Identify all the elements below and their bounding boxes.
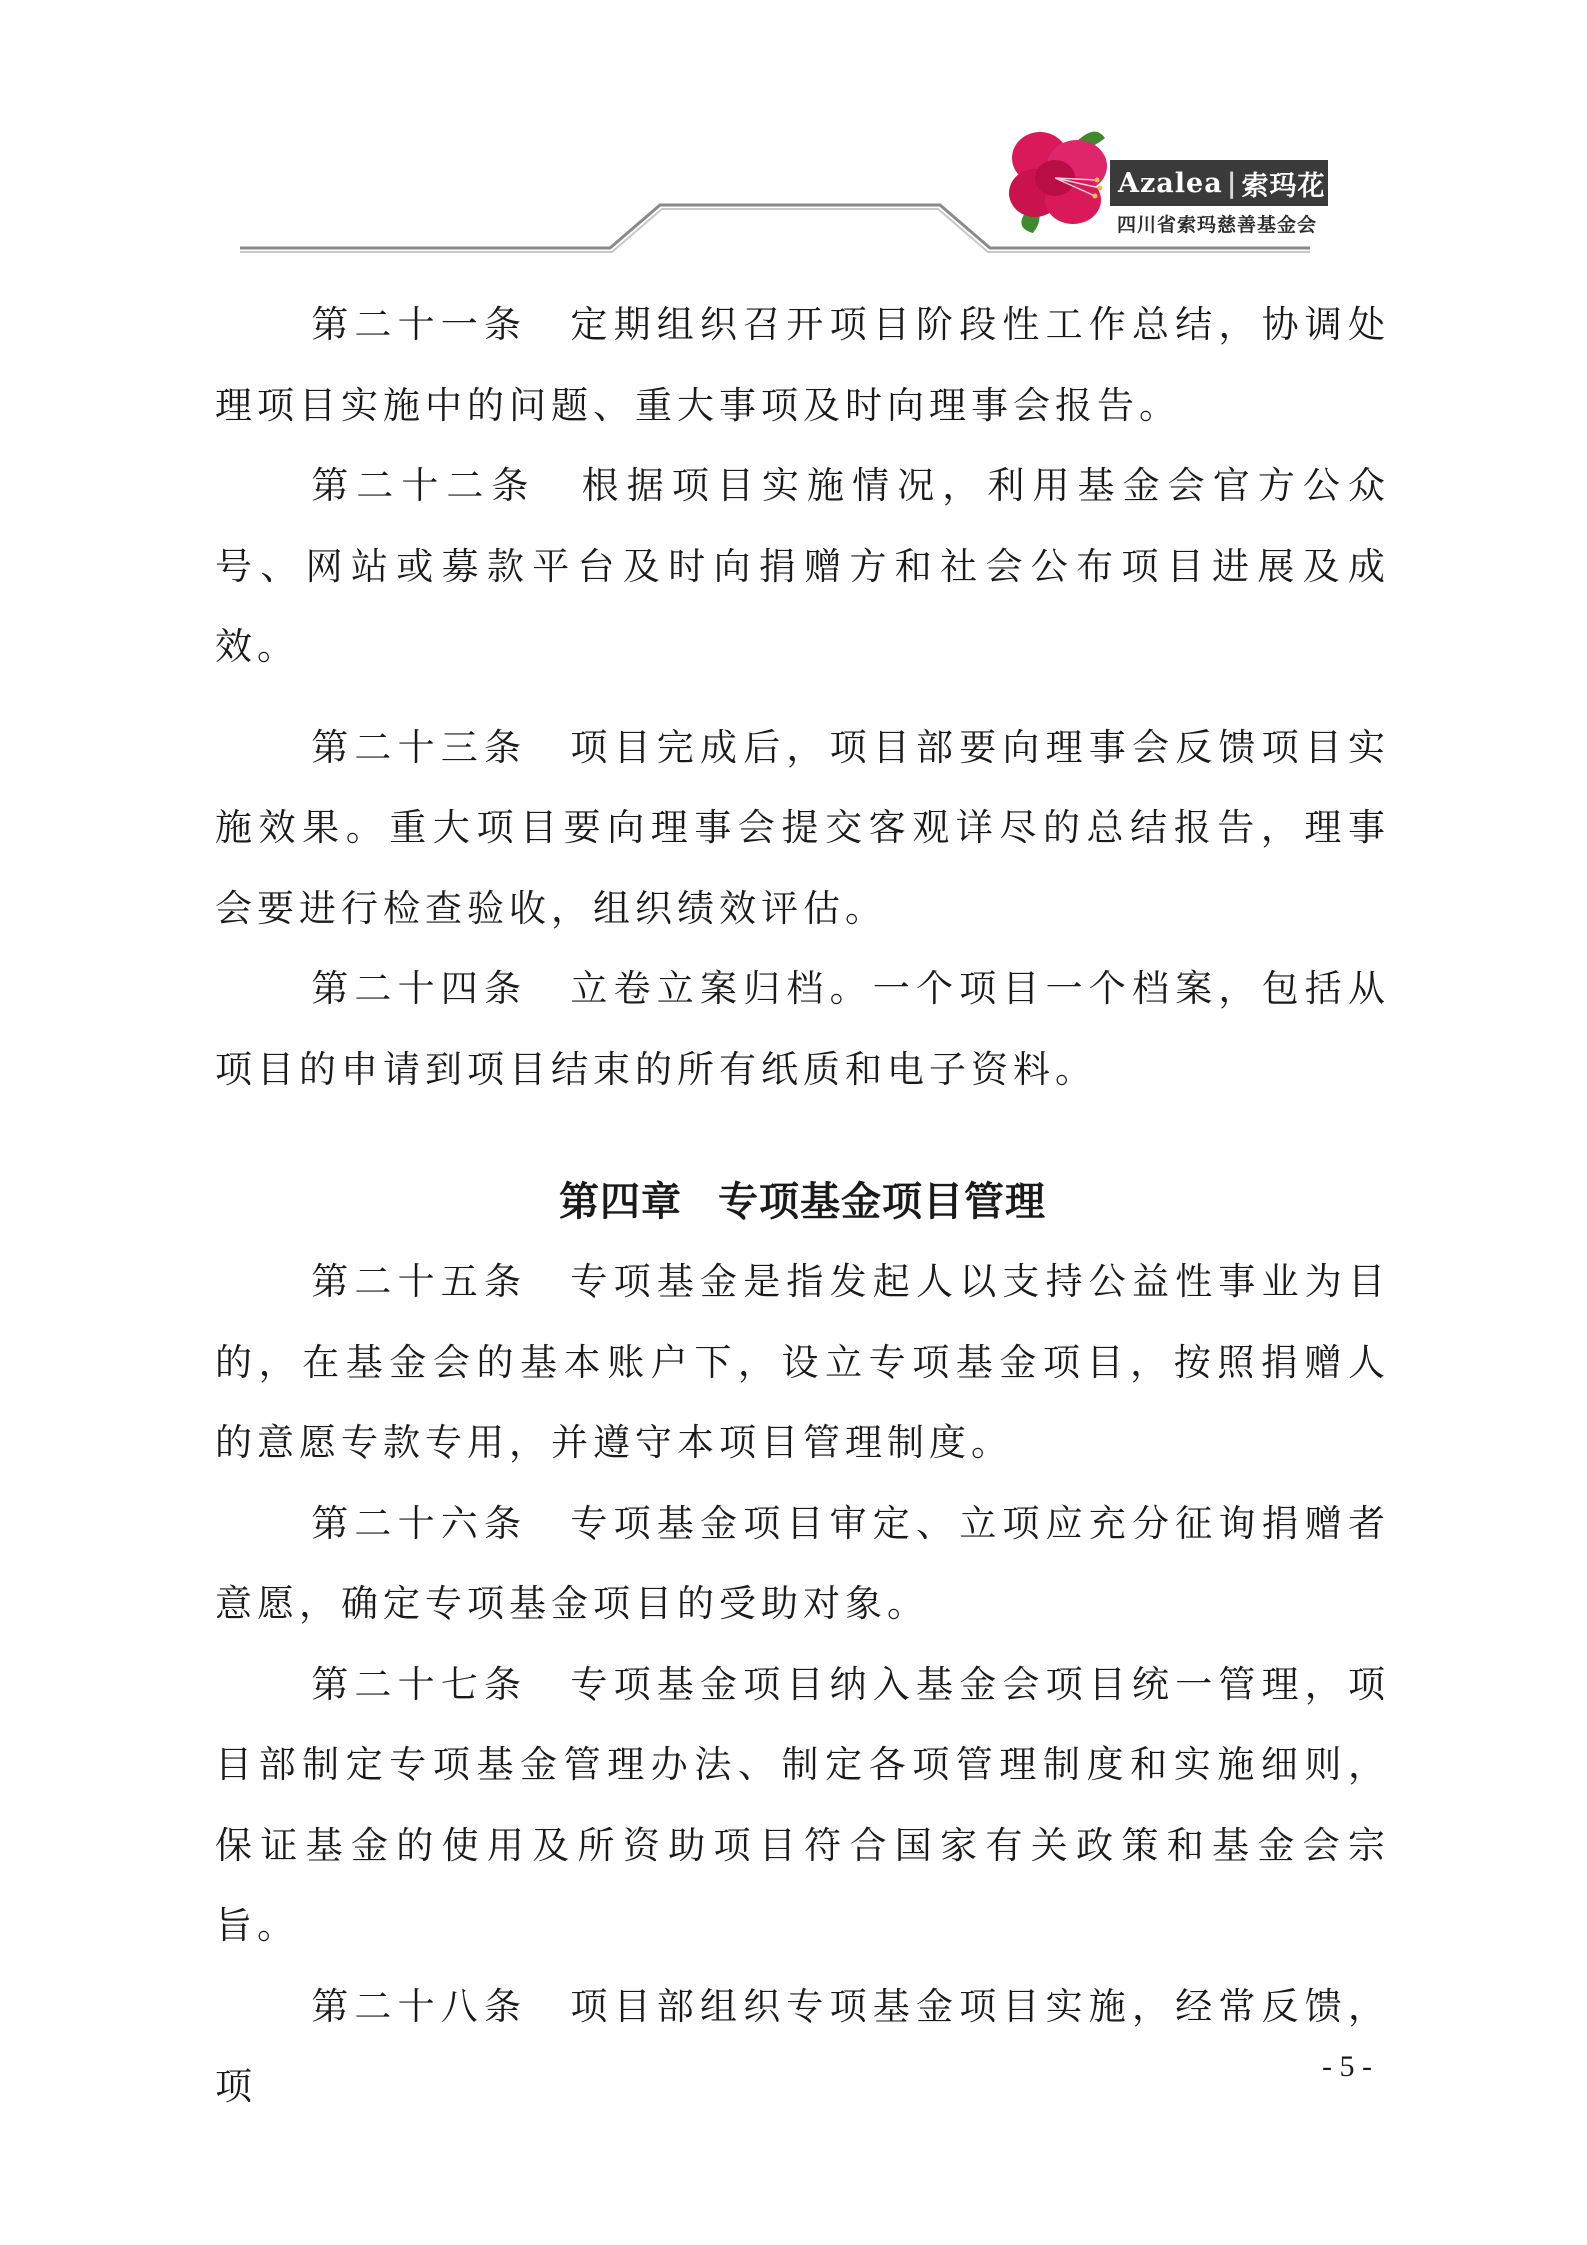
article-27: 第二十七条 专项基金项目纳入基金会项目统一管理，项目部制定专项基金管理办法、制定各项管理制度和实施细则，保证基金的使用及所资助项目符合国家有关政策和基金会宗旨。 — [215, 1662, 1390, 1947]
header-rule — [0, 0, 1587, 260]
article-23: 第二十三条 项目完成后，项目部要向理事会反馈项目实施效果。重大项目要向理事会提交客观详尽的总结报告，理事会要进行检查验收，组织绩效评估。 — [215, 725, 1390, 930]
chapter-title: 专项基金项目管理 — [718, 1179, 1046, 1225]
page-number: - 5 - — [1322, 2050, 1372, 2083]
article-22: 第二十二条 根据项目实施情况，利用基金会官方公众号、网站或募款平台及时向捐赠方和社会公布项目进展及成效。 — [215, 464, 1390, 668]
logo-brand-cn: 索玛花 — [1241, 170, 1326, 202]
azalea-flower-icon — [1005, 118, 1115, 238]
article-26: 第二十六条 专项基金项目审定、立项应充分征询捐赠者意愿，确定专项基金项目的受助对象。 — [215, 1501, 1390, 1625]
foundation-logo — [1005, 118, 1325, 238]
article-25: 第二十五条 专项基金是指发起人以支持公益性事业为目的，在基金会的基本账户下，设立专项基金项目，按照捐赠人的意愿专款专用，并遵守本项目管理制度。 — [215, 1260, 1390, 1464]
logo-brand: Azalea | 索玛花 — [1110, 160, 1328, 206]
document-body — [215, 285, 1390, 2128]
article-28: 第二十八条 项目部组织专项基金项目实施，经常反馈，项 — [215, 1984, 1390, 2108]
chapter-number: 第四章 — [559, 1179, 682, 1225]
chapter-heading — [215, 1162, 1390, 1242]
logo-brand-en: Azalea — [1118, 167, 1223, 199]
article-21: 第二十一条 定期组织召开项目阶段性工作总结，协调处理项目实施中的问题、重大事项及时向理事会报告。 — [215, 303, 1390, 427]
logo-org-name: 四川省索玛慈善基金会 — [1117, 214, 1318, 236]
article-24: 第二十四条 立卷立案归档。一个项目一个档案，包括从项目的申请到项目结束的所有纸质和电子资料。 — [215, 967, 1390, 1091]
